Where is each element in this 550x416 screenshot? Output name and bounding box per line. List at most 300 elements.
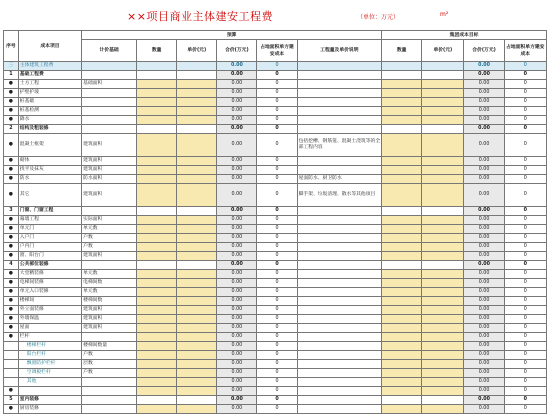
- cell-price: [177, 387, 217, 396]
- cell-target-unit-cost: 0: [504, 279, 546, 288]
- cell-unit-cost: 0: [257, 315, 297, 324]
- cell-seq: ●: [4, 243, 19, 252]
- cell-price: [177, 243, 217, 252]
- cell-item: 阳台栏杆: [18, 351, 81, 360]
- cell-target-price: [422, 378, 464, 387]
- cell-basis: [82, 89, 137, 98]
- cell-price: [177, 405, 217, 414]
- cell-target-unit-cost: 0: [504, 351, 546, 360]
- cell-qty: [137, 107, 177, 116]
- cell-seq: 2: [4, 125, 19, 134]
- cell-target-price: [422, 116, 464, 125]
- table-row: [4, 157, 547, 166]
- cell-item: 其他: [18, 378, 81, 387]
- cell-unit-cost: 0: [257, 157, 297, 166]
- cell-item: 公共部位装修: [18, 261, 81, 270]
- cell-price: [177, 351, 217, 360]
- cell-target-total: 0.00: [464, 270, 504, 279]
- cell-basis: [82, 62, 137, 71]
- cell-basis: 建筑面积: [82, 306, 137, 315]
- cell-qty: [137, 71, 177, 80]
- cell-target-price: [422, 315, 464, 324]
- table-row: [4, 270, 547, 279]
- table-row: [4, 207, 547, 216]
- cell-item: 混凝土框架: [18, 134, 81, 157]
- cell-desc: [297, 261, 382, 270]
- cell-total: 0.00: [217, 324, 257, 333]
- cell-target-total: 0.00: [464, 387, 504, 396]
- cell-basis: 建筑面积: [82, 324, 137, 333]
- cell-target-qty: [382, 225, 422, 234]
- cell-item: 屋面: [18, 324, 81, 333]
- cell-desc: [297, 288, 382, 297]
- cell-desc: [297, 225, 382, 234]
- header-target-qty: 数量: [382, 40, 422, 62]
- cell-unit-cost: 0: [257, 89, 297, 98]
- table-row: [4, 396, 547, 405]
- cell-unit-cost: 0: [257, 252, 297, 261]
- cell-total: 0.00: [217, 342, 257, 351]
- table-row: [4, 315, 547, 324]
- cell-target-total: 0.00: [464, 288, 504, 297]
- cell-basis: 户数: [82, 369, 137, 378]
- cell-item: 窗、阳台门: [18, 252, 81, 261]
- header-target: 集团成本目标: [382, 31, 547, 40]
- cell-total: 0.00: [217, 270, 257, 279]
- cell-target-price: [422, 134, 464, 157]
- cell-item: 幕墙工程: [18, 216, 81, 225]
- cell-basis: 基础面积: [82, 80, 137, 89]
- cell-item: 砌体: [18, 157, 81, 166]
- cell-target-total: 0.00: [464, 207, 504, 216]
- cell-seq: ●: [4, 297, 19, 306]
- cell-target-price: [422, 261, 464, 270]
- cell-unit-cost: 0: [257, 360, 297, 369]
- cell-seq: ●: [4, 306, 19, 315]
- cell-unit-cost: 0: [257, 134, 297, 157]
- table-row: [4, 378, 547, 387]
- cell-qty: [137, 297, 177, 306]
- cell-qty: [137, 261, 177, 270]
- cell-target-total: 0.00: [464, 297, 504, 306]
- cell-item: 基础工程费: [18, 71, 81, 80]
- cell-total: 0.00: [217, 166, 257, 175]
- cell-total: 0.00: [217, 279, 257, 288]
- cell-price: [177, 207, 217, 216]
- sheet-unit: m²: [440, 11, 449, 18]
- cell-target-qty: [382, 360, 422, 369]
- table-row: [4, 261, 547, 270]
- cell-price: [177, 369, 217, 378]
- cell-seq: [4, 360, 19, 369]
- cell-basis: 层数: [82, 360, 137, 369]
- cell-target-qty: [382, 342, 422, 351]
- cell-unit-cost: 0: [257, 166, 297, 175]
- cell-basis: 户数: [82, 351, 137, 360]
- header-target-unit-cost: 占地面积单方建安成本: [504, 40, 546, 62]
- cell-desc: [297, 351, 382, 360]
- cell-desc: [297, 387, 382, 396]
- cell-basis: [82, 71, 137, 80]
- header-item: 成本项目: [18, 31, 81, 62]
- cell-desc: 脚手架、垃圾清理、散水等其他项目: [297, 184, 382, 207]
- cell-price: [177, 107, 217, 116]
- cell-target-unit-cost: 0: [504, 116, 546, 125]
- cell-target-total: 0.00: [464, 134, 504, 157]
- cell-seq: ●: [4, 279, 19, 288]
- cell-target-price: [422, 234, 464, 243]
- cell-target-qty: [382, 405, 422, 414]
- cell-target-qty: [382, 89, 422, 98]
- cell-unit-cost: 0: [257, 175, 297, 184]
- header-unit-cost: 占地面积单方建安成本: [257, 40, 297, 62]
- cell-basis: 防水面积: [82, 175, 137, 184]
- cell-unit-cost: 0: [257, 306, 297, 315]
- cell-price: [177, 98, 217, 107]
- cell-item: 其它: [18, 184, 81, 207]
- cell-target-total: 0.00: [464, 243, 504, 252]
- cell-target-price: [422, 157, 464, 166]
- cell-basis: 户数: [82, 234, 137, 243]
- cell-target-total: 0.00: [464, 216, 504, 225]
- cell-basis: 电梯间数: [82, 279, 137, 288]
- cell-target-total: 0.00: [464, 175, 504, 184]
- cell-item: 楼梯间: [18, 297, 81, 306]
- cell-seq: ●: [4, 288, 19, 297]
- cell-total: 0.00: [217, 315, 257, 324]
- cell-seq: [4, 342, 19, 351]
- cell-seq: [4, 369, 19, 378]
- cell-target-total: 0.00: [464, 261, 504, 270]
- cell-desc: [297, 234, 382, 243]
- cell-unit-cost: 0: [257, 62, 297, 71]
- cell-item: 外立面装修: [18, 306, 81, 315]
- cell-target-qty: [382, 98, 422, 107]
- cell-target-unit-cost: 0: [504, 270, 546, 279]
- cell-price: [177, 175, 217, 184]
- cell-total: 0.00: [217, 175, 257, 184]
- cell-qty: [137, 175, 177, 184]
- cell-item: 单元门: [18, 225, 81, 234]
- cell-total: 0.00: [217, 234, 257, 243]
- cell-qty: [137, 80, 177, 89]
- cell-unit-cost: 0: [257, 324, 297, 333]
- cell-desc: [297, 315, 382, 324]
- cell-qty: [137, 270, 177, 279]
- cell-target-price: [422, 279, 464, 288]
- cell-target-qty: [382, 288, 422, 297]
- cell-desc: [297, 116, 382, 125]
- cell-target-price: [422, 297, 464, 306]
- cell-target-total: 0.00: [464, 184, 504, 207]
- cell-target-price: [422, 288, 464, 297]
- cell-total: 0.00: [217, 71, 257, 80]
- cell-total: 0.00: [217, 351, 257, 360]
- cell-target-unit-cost: 0: [504, 306, 546, 315]
- cell-price: [177, 134, 217, 157]
- table-row: [4, 134, 547, 157]
- cell-target-qty: [382, 184, 422, 207]
- cell-target-unit-cost: 0: [504, 71, 546, 80]
- cell-price: [177, 166, 217, 175]
- cell-qty: [137, 369, 177, 378]
- cell-seq: ●: [4, 89, 19, 98]
- table-row: [4, 216, 547, 225]
- cell-target-unit-cost: 0: [504, 207, 546, 216]
- cell-target-qty: [382, 261, 422, 270]
- cell-desc: [297, 333, 382, 342]
- cell-qty: [137, 207, 177, 216]
- cell-total: 0.00: [217, 360, 257, 369]
- cell-qty: [137, 324, 177, 333]
- cell-price: [177, 80, 217, 89]
- header-qty: 数量: [137, 40, 177, 62]
- cell-target-qty: [382, 324, 422, 333]
- cell-item: 室内装修: [18, 396, 81, 405]
- cell-item: 土方工程: [18, 80, 81, 89]
- cell-target-price: [422, 184, 464, 207]
- cell-basis: 建筑面积: [82, 315, 137, 324]
- table-row: [4, 333, 547, 342]
- cell-total: 0.00: [217, 396, 257, 405]
- cell-desc: [297, 80, 382, 89]
- cell-seq: ●: [4, 405, 19, 414]
- cell-desc: [297, 360, 382, 369]
- cell-item: 外墙保温: [18, 315, 81, 324]
- cell-total: 0.00: [217, 207, 257, 216]
- cell-qty: [137, 351, 177, 360]
- cell-target-total: 0.00: [464, 89, 504, 98]
- cell-seq: ●: [4, 216, 19, 225]
- cell-unit-cost: 0: [257, 125, 297, 134]
- cell-desc: [297, 369, 382, 378]
- cell-item: 找平及抹灰: [18, 166, 81, 175]
- cell-qty: [137, 342, 177, 351]
- cell-basis: [82, 333, 137, 342]
- cell-target-qty: [382, 116, 422, 125]
- cell-qty: [137, 387, 177, 396]
- cell-qty: [137, 288, 177, 297]
- cell-target-total: 0.00: [464, 157, 504, 166]
- cell-target-total: 0.00: [464, 107, 504, 116]
- cell-unit-cost: 0: [257, 342, 297, 351]
- header-target-price: 单价(元): [422, 40, 464, 62]
- cell-item: 飘窗防护栏杆: [18, 360, 81, 369]
- cell-price: [177, 184, 217, 207]
- cell-target-total: 0.00: [464, 279, 504, 288]
- cell-price: [177, 234, 217, 243]
- cell-target-unit-cost: 0: [504, 225, 546, 234]
- cell-price: [177, 71, 217, 80]
- cell-item: 桩基检测: [18, 107, 81, 116]
- cell-target-price: [422, 387, 464, 396]
- cell-item: 主体建筑工程费: [18, 62, 81, 71]
- cell-seq: ●: [4, 116, 19, 125]
- sheet-title: ××项目商业主体建安工程费: [127, 10, 273, 23]
- cell-total: 0.00: [217, 243, 257, 252]
- cell-basis: 建筑面积: [82, 184, 137, 207]
- cell-unit-cost: 0: [257, 279, 297, 288]
- cell-total: 0.00: [217, 89, 257, 98]
- table-row: [4, 342, 547, 351]
- cell-qty: [137, 62, 177, 71]
- cell-price: [177, 279, 217, 288]
- cell-seq: ●: [4, 175, 19, 184]
- cell-qty: [137, 184, 177, 207]
- cell-target-unit-cost: 0: [504, 288, 546, 297]
- cell-target-unit-cost: 0: [504, 252, 546, 261]
- cell-price: [177, 306, 217, 315]
- cell-price: [177, 62, 217, 71]
- cell-total: 0.00: [217, 134, 257, 157]
- cell-target-unit-cost: 0: [504, 134, 546, 157]
- cell-target-qty: [382, 270, 422, 279]
- cell-seq: 5: [4, 396, 19, 405]
- cell-basis: 楼梯间数: [82, 297, 137, 306]
- cell-target-unit-cost: 0: [504, 125, 546, 134]
- cell-price: [177, 297, 217, 306]
- cell-price: [177, 324, 217, 333]
- cell-qty: [137, 360, 177, 369]
- cell-seq: ●: [4, 225, 19, 234]
- cell-target-unit-cost: 0: [504, 360, 546, 369]
- cell-target-price: [422, 175, 464, 184]
- cell-target-unit-cost: 0: [504, 216, 546, 225]
- cell-target-unit-cost: 0: [504, 387, 546, 396]
- cell-total: 0.00: [217, 116, 257, 125]
- cell-total: 0.00: [217, 157, 257, 166]
- cell-item: 大堂精装修: [18, 270, 81, 279]
- cell-qty: [137, 315, 177, 324]
- cell-basis: 建筑面积: [82, 134, 137, 157]
- cell-target-price: [422, 405, 464, 414]
- cell-price: [177, 125, 217, 134]
- cell-price: [177, 360, 217, 369]
- cell-total: 0.00: [217, 405, 257, 414]
- cell-target-total: 0.00: [464, 166, 504, 175]
- table-body: [4, 62, 547, 414]
- cell-qty: [137, 157, 177, 166]
- cell-desc: [297, 98, 382, 107]
- cell-unit-cost: 0: [257, 351, 297, 360]
- cell-basis: 单元数: [82, 270, 137, 279]
- cell-target-qty: [382, 243, 422, 252]
- cell-basis: [82, 107, 137, 116]
- cell-seq: ●: [4, 107, 19, 116]
- cell-target-price: [422, 71, 464, 80]
- header-budget: 预算: [82, 31, 382, 40]
- cell-target-unit-cost: 0: [504, 315, 546, 324]
- table-row: [4, 175, 547, 184]
- cell-target-qty: [382, 80, 422, 89]
- table-row: [4, 116, 547, 125]
- header-target-total: 合价(万元): [464, 40, 504, 62]
- cell-basis: 建筑面积: [82, 157, 137, 166]
- cell-desc: 包括挖槽、钢筋笼、混凝土浇筑等的全部工程内容: [297, 134, 382, 157]
- cell-basis: [82, 207, 137, 216]
- cell-seq: ●: [4, 134, 19, 157]
- cell-target-price: [422, 270, 464, 279]
- cell-qty: [137, 134, 177, 157]
- cell-basis: [82, 116, 137, 125]
- cell-target-price: [422, 98, 464, 107]
- cell-target-unit-cost: 0: [504, 333, 546, 342]
- header-total: 合价(万元): [217, 40, 257, 62]
- cell-target-price: [422, 306, 464, 315]
- cell-price: [177, 89, 217, 98]
- cell-unit-cost: 0: [257, 225, 297, 234]
- cell-item: 防水: [18, 175, 81, 184]
- cell-basis: 实际面积: [82, 216, 137, 225]
- cell-target-qty: [382, 396, 422, 405]
- cell-price: [177, 315, 217, 324]
- cell-desc: [297, 324, 382, 333]
- cell-target-total: 0.00: [464, 405, 504, 414]
- cell-unit-cost: 0: [257, 396, 297, 405]
- cell-target-qty: [382, 62, 422, 71]
- cell-price: [177, 225, 217, 234]
- cell-target-price: [422, 333, 464, 342]
- cell-target-total: 0.00: [464, 225, 504, 234]
- cell-unit-cost: 0: [257, 405, 297, 414]
- cell-unit-cost: 0: [257, 116, 297, 125]
- table-row: [4, 387, 547, 396]
- cell-qty: [137, 234, 177, 243]
- cell-item: 空调板栏杆: [18, 369, 81, 378]
- cell-total: 0.00: [217, 252, 257, 261]
- cell-target-qty: [382, 369, 422, 378]
- cell-unit-cost: 0: [257, 234, 297, 243]
- cell-seq: 1: [4, 71, 19, 80]
- table-row: [4, 351, 547, 360]
- cell-target-qty: [382, 279, 422, 288]
- cell-desc: [297, 207, 382, 216]
- cell-total: 0.00: [217, 387, 257, 396]
- cell-unit-cost: 0: [257, 216, 297, 225]
- table-row: [4, 225, 547, 234]
- cell-target-unit-cost: 0: [504, 80, 546, 89]
- cell-item: 户内门: [18, 243, 81, 252]
- cell-seq: ●: [4, 270, 19, 279]
- header-basis: 计价基础: [82, 40, 137, 62]
- cell-target-total: 0.00: [464, 396, 504, 405]
- table-row: [4, 80, 547, 89]
- cell-target-qty: [382, 207, 422, 216]
- cell-total: 0.00: [217, 288, 257, 297]
- cell-total: 0.00: [217, 378, 257, 387]
- table-row: [4, 166, 547, 175]
- cell-target-total: 0.00: [464, 71, 504, 80]
- header-price: 单价(元): [177, 40, 217, 62]
- cell-target-unit-cost: 0: [504, 342, 546, 351]
- cell-item: 栏杆: [18, 333, 81, 342]
- cell-target-qty: [382, 315, 422, 324]
- cell-price: [177, 396, 217, 405]
- cell-qty: [137, 98, 177, 107]
- cell-target-qty: [382, 216, 422, 225]
- cell-target-price: [422, 216, 464, 225]
- table-row: [4, 98, 547, 107]
- cell-target-price: [422, 125, 464, 134]
- cell-price: [177, 333, 217, 342]
- cell-total: 0.00: [217, 333, 257, 342]
- table-row: [4, 369, 547, 378]
- table-row: [4, 324, 547, 333]
- cell-target-price: [422, 324, 464, 333]
- cell-desc: 屋面防水、厨卫防水: [297, 175, 382, 184]
- cell-target-unit-cost: 0: [504, 369, 546, 378]
- cell-target-price: [422, 252, 464, 261]
